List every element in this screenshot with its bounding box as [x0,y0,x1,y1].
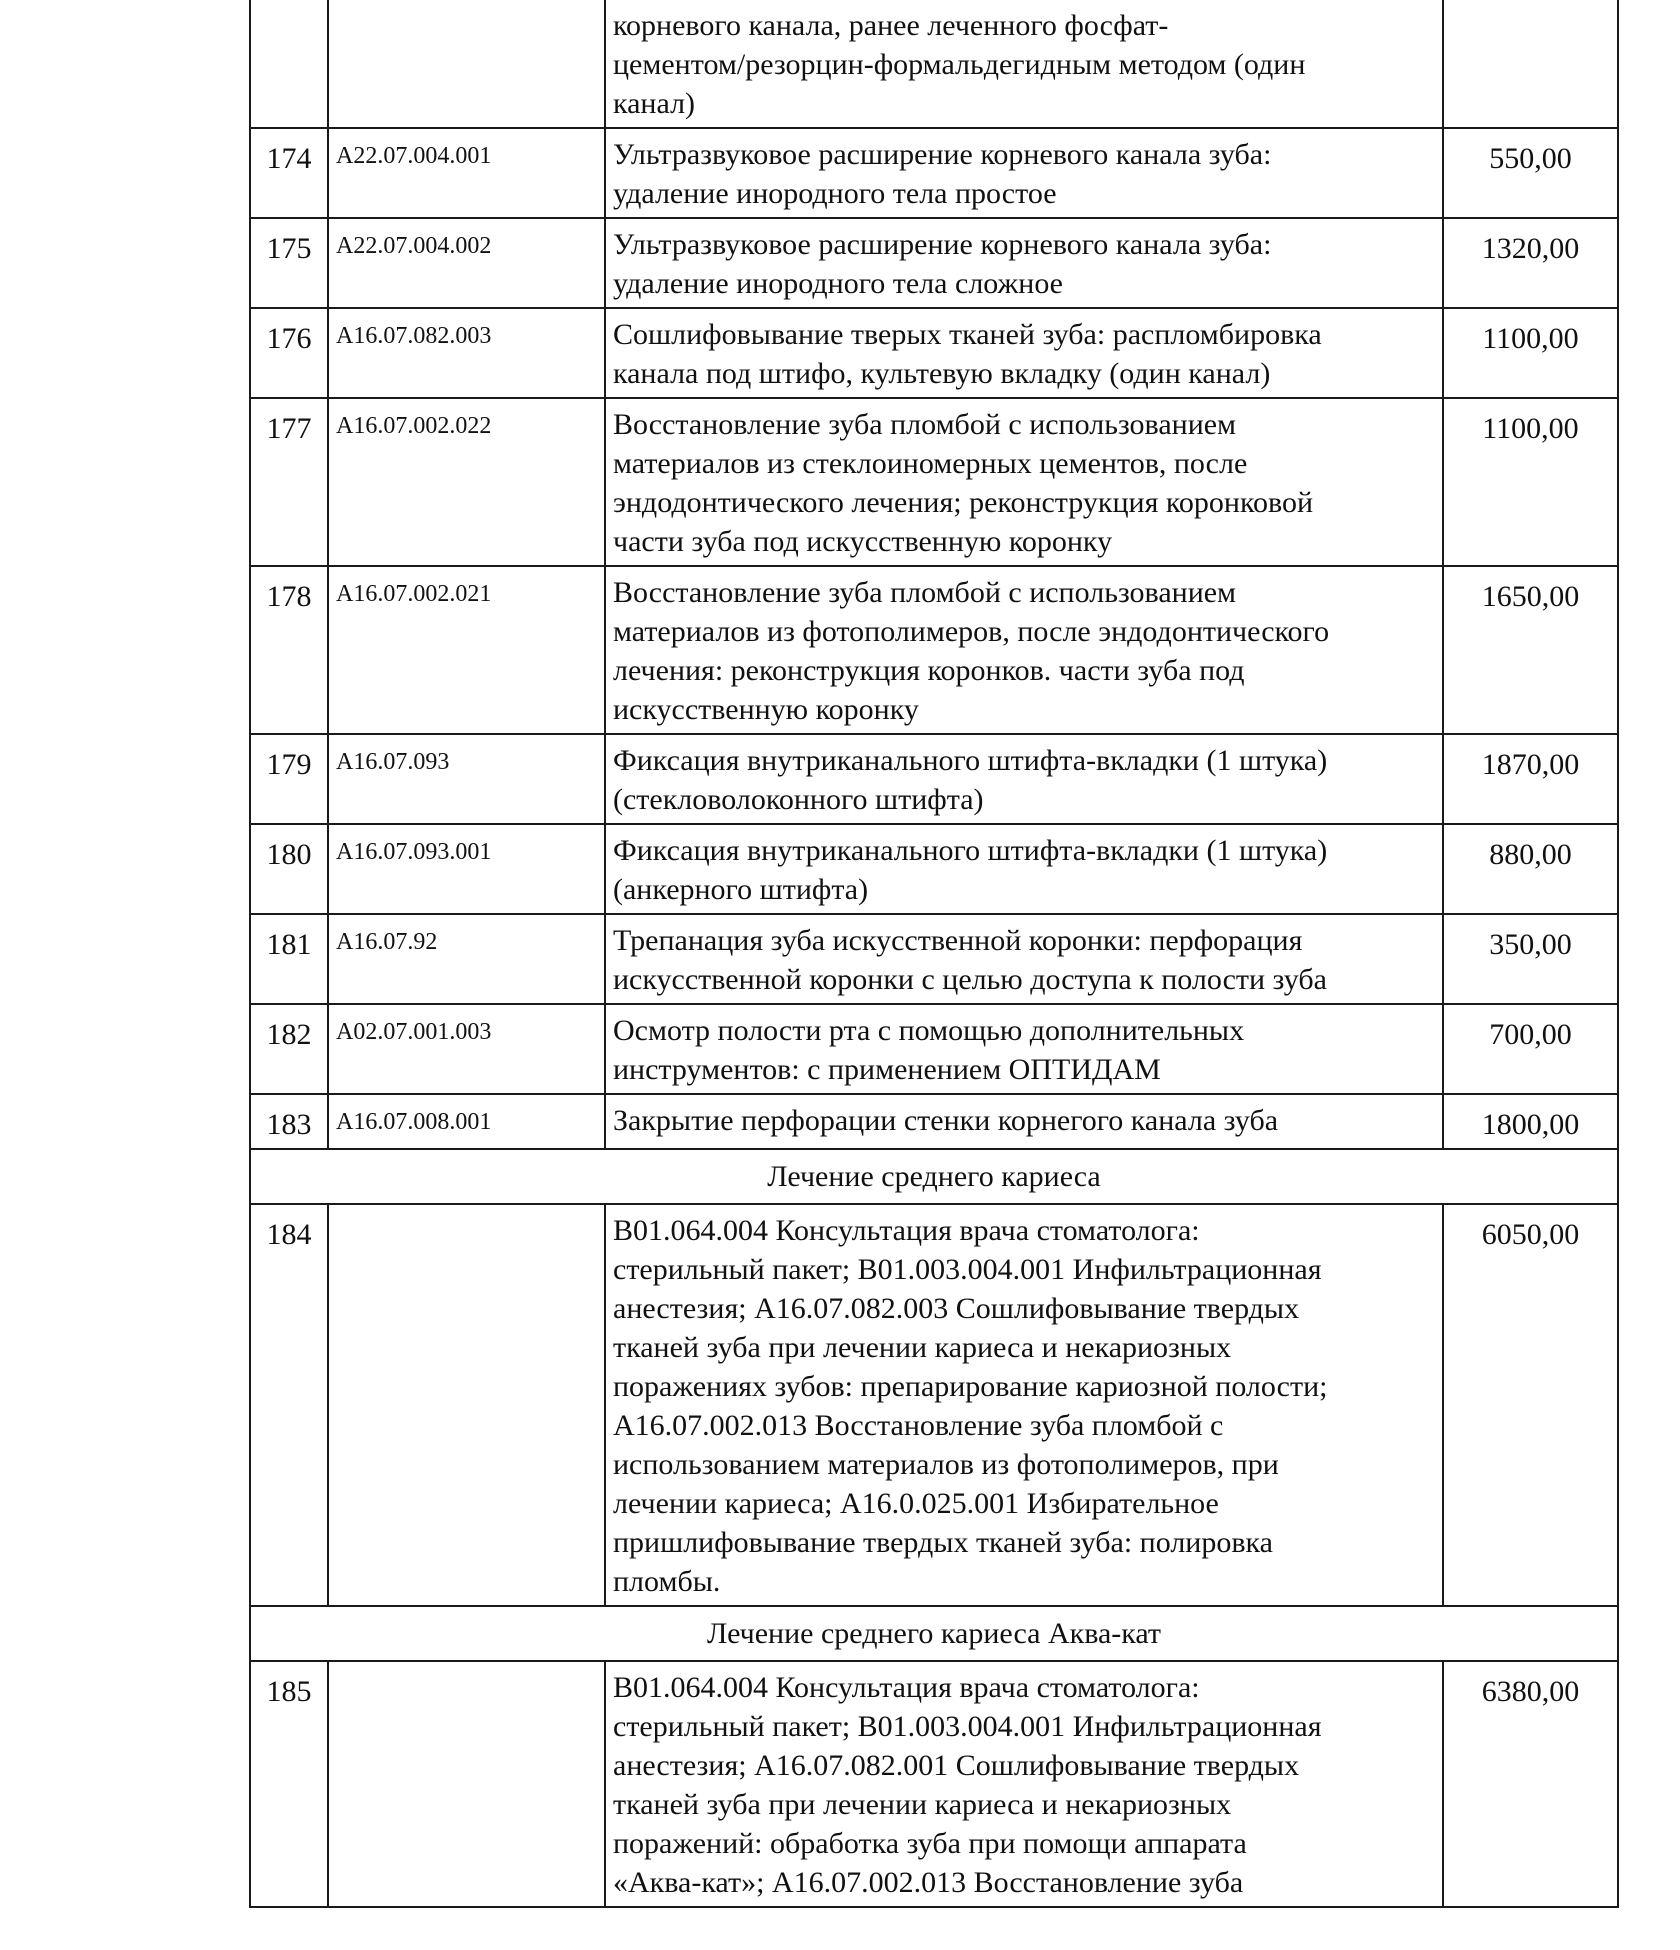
table-row [250,824,1618,914]
row-number-cell: 178 [250,566,328,734]
table-row [250,1094,1618,1149]
service-description-cell: Ультразвуковое расширение корневого канала зуба: удаление инородного тела простое [605,128,1443,218]
service-code-cell: A16.07.093 [328,734,605,824]
price-cell: 1870,00 [1443,734,1618,824]
service-description-cell: Осмотр полости рта с помощью дополнительных инструментов: с применением ОПТИДАМ [605,1004,1443,1094]
price-cell: 6380,00 [1443,1661,1618,1907]
price-cell: 350,00 [1443,914,1618,1004]
service-code-cell [328,0,605,128]
table-row [250,566,1618,734]
section-row [250,1606,1618,1661]
row-number-cell [250,0,328,128]
row-number-cell: 180 [250,824,328,914]
service-description-cell: Закрытие перфорации стенки корнегого канала зуба [605,1094,1443,1149]
service-description-cell: Ультразвуковое расширение корневого канала зуба: удаление инородного тела сложное [605,218,1443,308]
section-row [250,1149,1618,1204]
service-description-cell: Восстановление зуба пломбой с использованием материалов из стеклоиномерных цементов, после эндодонтического лечения; реконструкция коронковой части зуба под искусственную коронку [605,398,1443,566]
table-row [250,398,1618,566]
service-code-cell: A02.07.001.003 [328,1004,605,1094]
service-description-cell: Восстановление зуба пломбой с использованием материалов из фотополимеров, после эндодонтического лечения: реконструкция коронков. части зуба под искусственную коронку [605,566,1443,734]
price-cell: 880,00 [1443,824,1618,914]
row-number-cell: 181 [250,914,328,1004]
table-row [250,734,1618,824]
service-code-cell: A22.07.004.001 [328,128,605,218]
service-code-cell: A16.07.002.022 [328,398,605,566]
price-cell: 550,00 [1443,128,1618,218]
table-row [250,1004,1618,1094]
table-row [250,308,1618,398]
price-cell: 700,00 [1443,1004,1618,1094]
row-number-cell: 182 [250,1004,328,1094]
row-number-cell: 183 [250,1094,328,1149]
section-heading: Лечение среднего кариеса [250,1149,1618,1204]
price-cell [1443,0,1618,128]
section-heading: Лечение среднего кариеса Аква-кат [250,1606,1618,1661]
service-description-cell: B01.064.004 Консультация врача стоматолога: стерильный пакет; B01.003.004.001 Инфильтрационная анестезия; А16.07.082.001 Сошлифовывание твердых тканей зуба при лечении кариеса и некариозных поражений: обработка зуба при помощи аппарата «Аква-кат»; А16.07.002.013 Восстановление зуба [605,1661,1443,1907]
service-code-cell [328,1204,605,1606]
table-row [250,914,1618,1004]
service-description-cell: корневого канала, ранее леченного фосфат- цементом/резорцин-формальдегидным методом (один канал) [605,0,1443,128]
table-row [250,128,1618,218]
row-number-cell: 176 [250,308,328,398]
price-cell: 1320,00 [1443,218,1618,308]
service-code-cell: A22.07.004.002 [328,218,605,308]
row-number-cell: 175 [250,218,328,308]
service-description-cell: Фиксация внутриканального штифта-вкладки (1 штука) (стекловолоконного штифта) [605,734,1443,824]
table-row [250,0,1618,128]
service-description-cell: Фиксация внутриканального штифта-вкладки (1 штука) (анкерного штифта) [605,824,1443,914]
service-code-cell: A16.07.002.021 [328,566,605,734]
price-cell: 1650,00 [1443,566,1618,734]
table-row [250,1204,1618,1606]
row-number-cell: 179 [250,734,328,824]
row-number-cell: 185 [250,1661,328,1907]
row-number-cell: 177 [250,398,328,566]
price-cell: 6050,00 [1443,1204,1618,1606]
service-code-cell: A16.07.008.001 [328,1094,605,1149]
price-cell: 1100,00 [1443,398,1618,566]
row-number-cell: 184 [250,1204,328,1606]
price-cell: 1100,00 [1443,308,1618,398]
row-number-cell: 174 [250,128,328,218]
price-cell: 1800,00 [1443,1094,1618,1149]
table-row [250,218,1618,308]
service-description-cell: Сошлифовывание тверых тканей зуба: распломбировка канала под штифо, культевую вкладку (один канал) [605,308,1443,398]
service-code-cell: A16.07.082.003 [328,308,605,398]
service-code-cell: A16.07.92 [328,914,605,1004]
service-description-cell: Трепанация зуба искусственной коронки: перфорация искусственной коронки с целью доступа к полости зуба [605,914,1443,1004]
price-list-table [249,0,1619,1908]
service-description-cell: B01.064.004 Консультация врача стоматолога: стерильный пакет; B01.003.004.001 Инфильтрационная анестезия; А16.07.082.003 Сошлифовывание твердых тканей зуба при лечении кариеса и некариозных поражениях зубов: препарирование кариозной полости; А16.07.002.013 Восстановление зуба пломбой с использованием материалов из фотополимеров, при лечении кариеса; А16.0.025.001 Избирательное пришлифовывание твердых тканей зуба: полировка пломбы. [605,1204,1443,1606]
table-row [250,1661,1618,1907]
service-code-cell: A16.07.093.001 [328,824,605,914]
service-code-cell [328,1661,605,1907]
